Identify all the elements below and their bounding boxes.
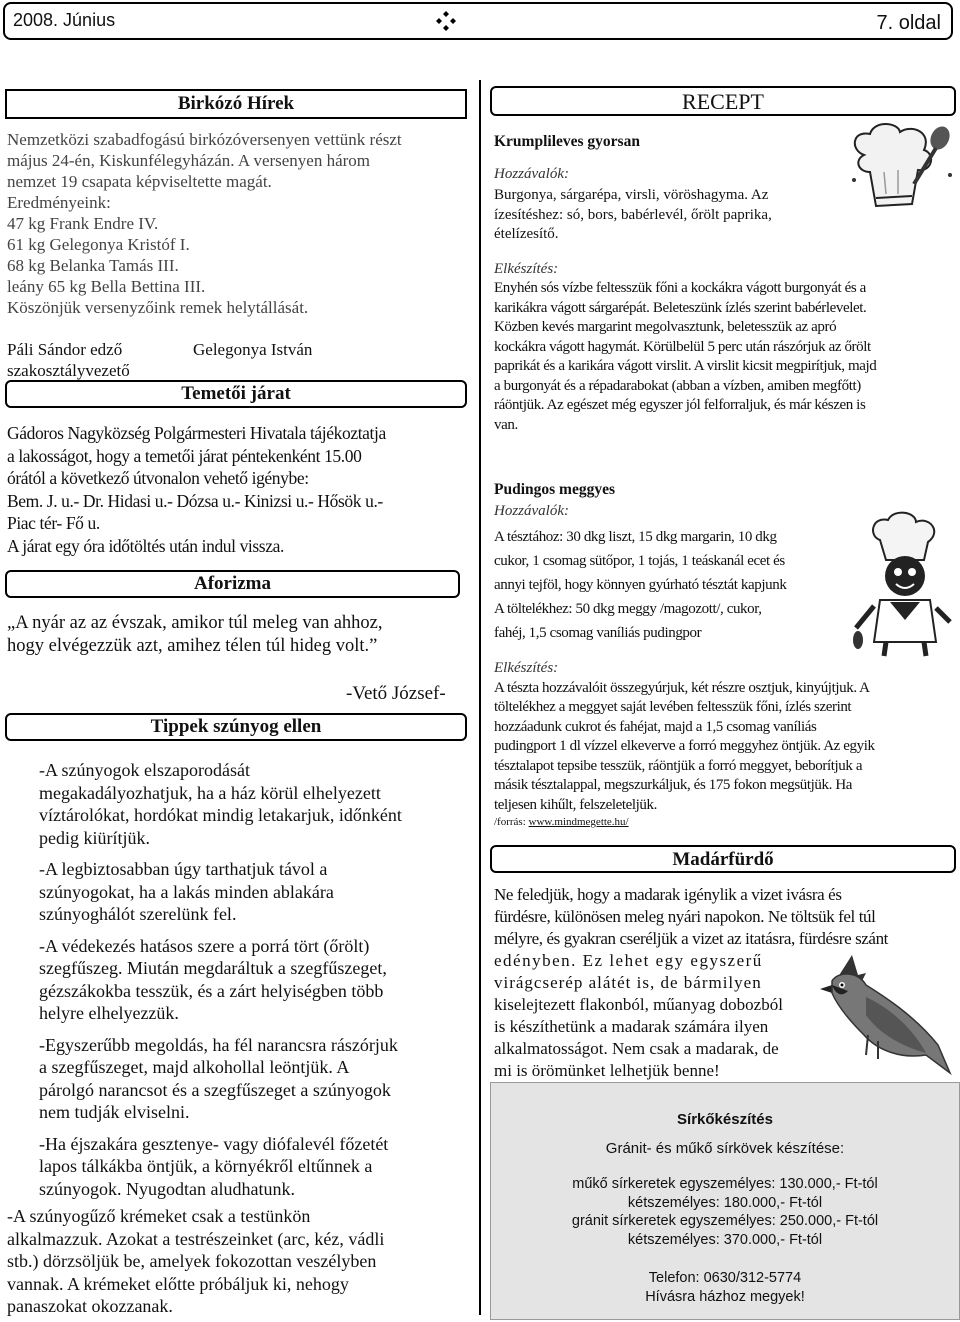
temetoi-title: Temetői járat [181,383,291,404]
price-line: műkő sírkeretek egyszemélyes: 130.000,- Ft-tól [572,1176,878,1192]
text-line: A tésztához: 30 dkg liszt, 15 dkg margarin, 10 dkg [494,529,777,545]
text-line: fahéj, 1,5 csomag vaníliás pudingpor [494,625,702,641]
section-title-madarfurdo [490,845,956,873]
text-line: pedig kiürítjük. [39,827,150,848]
sirko-title: Sírkőkészítés [677,1111,773,1128]
text-line: megakadályozhatjuk, ha a ház körül elhelyezett [39,782,381,803]
text-line: -Egyszerűbb megoldás, ha fél narancsra rászórjuk [39,1034,398,1055]
text-line: cukor, 1 csomag sütőpor, 1 tojás, 1 teáskanál ecet és [494,553,785,569]
text-line: pudingport 1 dl vízzel elkeverve a forró meggyhez öntjük. Az egyik [494,738,875,754]
temetoi-text [7,422,475,557]
text-line: -A szúnyogűző krémeket csak a testünkön [7,1206,311,1226]
text-line: szegfűszeg. Miután megdaráltuk a szegfűszeget, [39,958,387,978]
text-line: Burgonya, sárgarépa, virsli, vöröshagyma. Az [494,187,769,203]
text-line: május 24-én, Kiskunfélegyházán. A versenyen három [7,151,371,170]
text-line: a burgonyát és a répadarabokat (abban a vízben, amiben megfőtt) [494,377,861,394]
text-line: paprikát és a karikára vágott virslit. A virslit kicsit megpirítjuk, majd [494,358,877,374]
price-line: gránit sírkeretek egyszemélyes: 250.000,- Ft-tól [571,1213,879,1229]
birkozo-signature [7,339,472,381]
text-line: lapos tálkákba öntjük, a környékről eltűnnek a [39,1156,373,1176]
text-line: szúnyoghálót szerelünk fel. [39,904,237,924]
text-line: nemzet 19 csapata képviseltette magát. [7,172,272,191]
text-line: fürdésre, különösen meleg nyári napokon. Ne töltsük fel túl [494,907,876,926]
text-line: tésztalapot tepsibe tesszük, ráöntjük a forró meggyet, beborítjuk a [494,757,863,774]
text-line: A tészta hozzávalóit összegyúrjuk, két részre osztjuk, kinyújtjuk. A [494,679,870,696]
recipe-1-title: Krumplileves gyorsan [494,133,640,150]
text-line: másik tésztalappal, megszurkáljuk, és 175 fokon megsütjük. Ha [494,777,853,793]
text-line: helyre elhelyezzük. [39,1003,179,1023]
tippek-last [7,1205,477,1318]
section-title-tippek [5,713,467,741]
text-line: stb.) dörzsöljük be, amelyek fokozottan veszélyben [7,1251,377,1271]
aforizma-author: -Vető József- [346,683,446,704]
diamond-ornament-icon [435,10,457,32]
quote-line: hogy elvégezzük azt, amihez télen túl hideg volt.” [7,636,378,656]
recipe-source [494,815,960,830]
sirko-advert [490,1082,960,1320]
text-line: 47 kg Frank Endre IV. [7,214,159,233]
text-line: A töltelékhez: 50 dkg meggy /magozott/, cukor, [494,601,762,617]
text-line: mi is örömünket lelhetjük benne! [494,1061,720,1080]
price-line: kétszemélyes: 370.000,- Ft-tól [627,1231,823,1248]
text-line: annyi tejföl, hogy könnyen gyúrható tésztát kapjunk [494,577,787,593]
text-line: van. [494,416,518,433]
text-line: teljesen kihűlt, felszeleteljük. [494,796,657,813]
text-line: szúnyogokat, ha a lakás minden ablakára [39,881,334,902]
source-link[interactable]: www.mindmegette.hu/ [528,816,629,828]
text-line: -A legbiztosabban úgy tarthatjuk távol a [39,859,328,879]
cardinal-bird-icon [818,955,958,1080]
page-header [3,2,953,40]
text-line: karikákra vágott sárgarépát. Beleteszünk ízlés szerint babérlevelet. [494,299,867,316]
tippek-title: Tippek szúnyog ellen [150,716,322,737]
text-line: ízesítéshez: só, bors, babérlevél, őrölt paprika, [494,206,772,223]
text-line: ételízesítő. [494,226,559,242]
text-line: a szegfűszeget, majd alkohollal leöntjük. A [39,1057,350,1077]
column-divider [479,80,481,1315]
signer-head: Gelegonya István [193,340,313,359]
text-line: a lakosságot, hogy a temetői járat péntekenként 15.00 [7,445,362,466]
quote-line: „A nyár az az évszak, amikor túl meleg van ahhoz, [7,613,383,633]
text-line: mélyre, és gyakran cseréljük a vizet az itatásra, fürdésre szánt [494,929,888,948]
section-title-recept [490,86,956,116]
text-line: -A védekezés hatásos szere a porrá tört (őrölt) [39,935,370,956]
text-line: hozzáadunk cukrot és fahéjat, majd a 1,5 csomag vaníliás [494,718,817,735]
text-line: víztárolókat, hordókat mindig letakarjuk, időnként [39,805,402,825]
steps-label: Elkészítés: [494,260,559,277]
aforizma-title: Aforizma [193,573,272,594]
recipe-1 [494,132,960,435]
steps-label: Elkészítés: [494,660,559,676]
madarfurdo-title: Madárfürdő [672,849,774,870]
text-line: Enyhén sós vízbe feltesszük főni a kockákra vágott burgonyát és a [494,280,866,296]
text-line: vannak. A krémeket előtte próbáljuk ki, nehogy [7,1273,349,1294]
text-line: töltelékhez a meggyet saját levében feltesszük főni, ízlés szerint [494,699,852,715]
text-line: nem tudják elviselni. [39,1102,190,1122]
issue-date: 2008. Június [13,10,116,30]
text-line: -A szúnyogok elszaporodását [39,760,250,780]
chef-cartoon-icon [850,510,958,660]
text-line: is készíthetünk a madarak számára ilyen [494,1017,769,1036]
text-line: gézszákokba tesszük, és a zárt helyiségben több [39,980,384,1001]
text-line: órától a következő útvonalon vehető igénybe: [7,468,309,488]
text-line: 68 kg Belanka Tamás III. [7,256,179,275]
ingredients-label: Hozzávalók: [494,502,569,519]
text-line: szúnyogok. Nyugodtan aludhatunk. [39,1178,295,1199]
tippek-text [39,759,479,1200]
text-line: Közben kevés margarint megolvasztunk, beletesszük az apró [494,319,837,335]
text-line: A járat egy óra időtöltés után indul vissza. [7,535,284,556]
text-line: Ne feledjük, hogy a madarak igénylik a vizet ivásra és [494,885,842,904]
text-line: Piac tér- Fő u. [7,513,100,533]
text-line: -Ha éjszakára gesztenye- vagy diófalevél főzetét [39,1133,389,1154]
text-line: Eredményeink: [7,193,111,212]
signer-coach: Páli Sándor edző [7,340,123,359]
text-line: virágcserép alátét is, de bármilyen [494,973,762,992]
aforizma-quote [7,612,477,658]
text-line: Bem. J. u.- Dr. Hidasi u.- Dózsa u.- Kinizsi u.- Hősök u.- [7,490,383,511]
text-line: alkalmazzuk. Azokat a testrészeinket (arc, kéz, vádli [7,1228,385,1249]
text-line: panaszokat okozzanak. [7,1296,173,1316]
text-line: ráöntjük. Az egészet még egyszer jól felforraljuk, és már készen is [494,397,866,413]
signer-title: szakosztályvezető [7,361,130,380]
text-line: leány 65 kg Bella Bettina III. [7,277,206,296]
text-line: Gádoros Nagyközség Polgármesteri Hivatala tájékoztatja [7,423,386,443]
section-title-birkozo [5,89,467,119]
text-line: kiselejtezett flakonból, műanyag dobozból [494,995,783,1014]
text-line: Köszönjük versenyzőink remek helytállását. [7,298,309,317]
source-prefix: /forrás: [494,816,529,828]
text-line: edényben. Ez lehet egy egyszerű [494,951,763,970]
section-title-temetoi [5,380,467,408]
sirko-phone: Telefon: 0630/312-5774 [648,1270,802,1286]
text-line: alkalmatosságot. Nem csak a madarak, de [494,1039,779,1058]
section-title-aforizma [5,570,460,598]
text-line: 61 kg Gelegonya Kristóf I. [7,235,190,254]
birkozo-title: Birkózó Hírek [177,93,295,114]
page-number: 7. oldal [876,12,941,34]
text-line: párolgó narancsot és a szegfűszeget a szúnyogok [39,1079,391,1100]
sirko-subtitle: Gránit- és műkő sírkövek készítése: [605,1140,845,1157]
recipe-2-title: Pudingos meggyes [494,481,615,498]
ingredients-label: Hozzávalók: [494,165,569,182]
recept-title: RECEPT [682,89,764,114]
text-line: kockákra vágott hagymát. Körülbelül 5 perc után rászórjuk az őrölt [494,338,871,355]
birkozo-text [7,129,472,318]
price-line: kétszemélyes: 180.000,- Ft-tól [627,1194,823,1211]
text-line: Nemzetközi szabadfogású birkózóversenyen vettünk részt [7,130,402,149]
sirko-callout: Hívásra házhoz megyek! [645,1289,805,1305]
